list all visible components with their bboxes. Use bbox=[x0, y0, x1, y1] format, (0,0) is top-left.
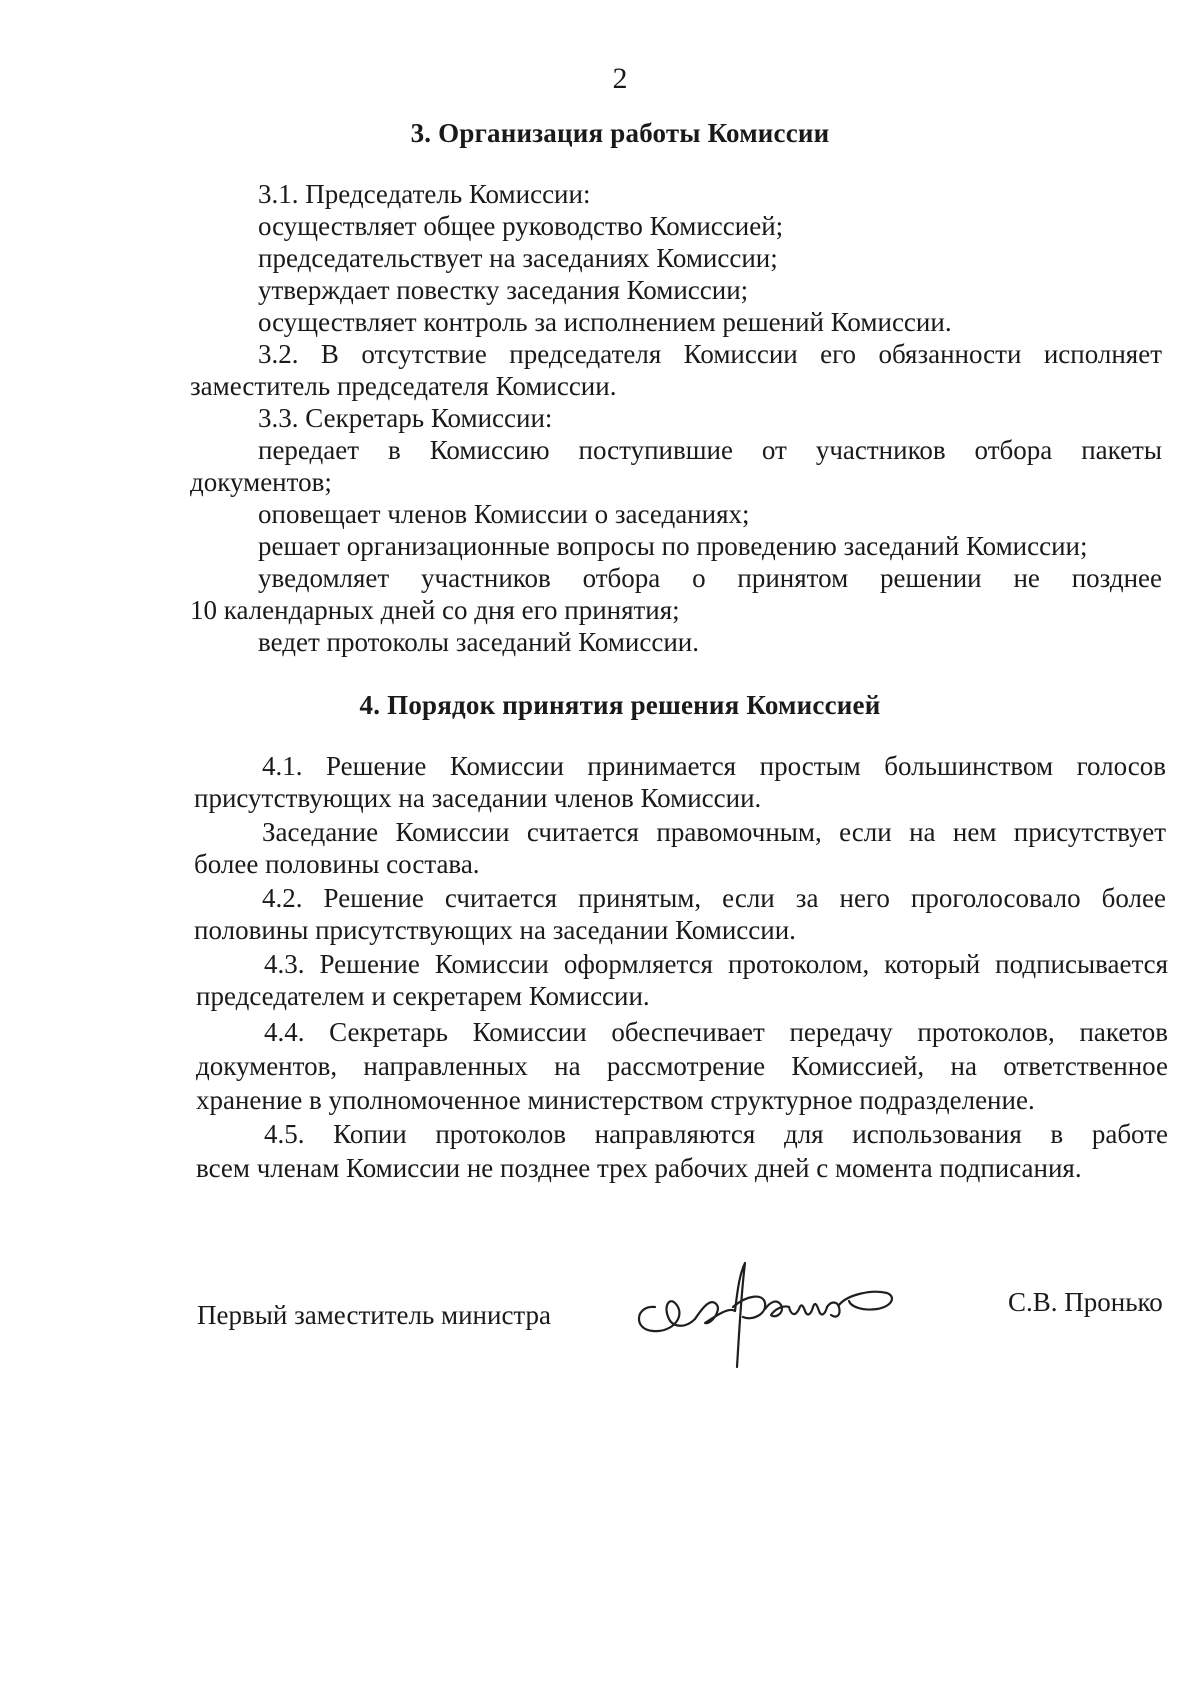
p41-line-1: 4.1. Решение Комиссии принимается простым большинством голосов bbox=[262, 751, 1166, 781]
p42-line-2: половины присутствующих на заседании Комиссии. bbox=[194, 915, 796, 945]
p33-item-3: решает организационные вопросы по проведению заседаний Комиссии; bbox=[258, 531, 1088, 561]
p33-item-4-line-2: 10 календарных дней со дня его принятия; bbox=[190, 595, 680, 625]
p43-line-2: председателем и секретарем Комиссии. bbox=[196, 981, 650, 1011]
p31-item-4: осуществляет контроль за исполнением решений Комиссии. bbox=[258, 307, 952, 337]
p33-item-1-line-1: передает в Комиссию поступившие от участников отбора пакеты bbox=[258, 435, 1162, 465]
p41b-line-2: более половины состава. bbox=[194, 849, 480, 879]
p31-heading: 3.1. Председатель Комиссии: bbox=[258, 179, 591, 209]
p33-item-1-line-2: документов; bbox=[190, 467, 332, 497]
section-4-title: 4. Порядок принятия решения Комиссией bbox=[359, 690, 881, 720]
p33-item-4-line-1: уведомляет участников отбора о принятом решении не позднее bbox=[258, 563, 1162, 593]
p31-item-1: осуществляет общее руководство Комиссией; bbox=[258, 211, 784, 241]
p45-line-1: 4.5. Копии протоколов направляются для использования в работе bbox=[264, 1119, 1168, 1149]
p44-line-2: документов, направленных на рассмотрение Комиссией, на ответственное bbox=[196, 1051, 1168, 1081]
p33-item-2: оповещает членов Комиссии о заседаниях; bbox=[258, 499, 750, 529]
p33-heading: 3.3. Секретарь Комиссии: bbox=[258, 403, 553, 433]
p41-line-2: присутствующих на заседании членов Комиссии. bbox=[194, 783, 762, 813]
p31-item-3: утверждает повестку заседания Комиссии; bbox=[258, 275, 749, 305]
section-3-title: 3. Организация работы Комиссии bbox=[410, 118, 830, 148]
p44-line-3: хранение в уполномоченное министерством структурное подразделение. bbox=[196, 1085, 1035, 1115]
p33-item-5: ведет протоколы заседаний Комиссии. bbox=[258, 627, 699, 657]
p32-line-2: заместитель председателя Комиссии. bbox=[190, 371, 617, 401]
p31-item-2: председательствует на заседаниях Комиссии; bbox=[258, 243, 778, 273]
page-number: 2 bbox=[612, 62, 628, 95]
p32-line-1: 3.2. В отсутствие председателя Комиссии его обязанности исполняет bbox=[258, 339, 1162, 369]
handwritten-signature bbox=[625, 1245, 910, 1375]
p44-line-1: 4.4. Секретарь Комиссии обеспечивает передачу протоколов, пакетов bbox=[264, 1017, 1168, 1047]
p42-line-1: 4.2. Решение считается принятым, если за него проголосовало более bbox=[262, 883, 1166, 913]
p41b-line-1: Заседание Комиссии считается правомочным, если на нем присутствует bbox=[262, 817, 1166, 847]
signer-position: Первый заместитель министра bbox=[197, 1300, 552, 1330]
signer-name: С.В. Пронько bbox=[1008, 1287, 1163, 1317]
p43-line-1: 4.3. Решение Комиссии оформляется протоколом, который подписывается bbox=[264, 949, 1168, 979]
p45-line-2: всем членам Комиссии не позднее трех рабочих дней с момента подписания. bbox=[196, 1153, 1082, 1183]
